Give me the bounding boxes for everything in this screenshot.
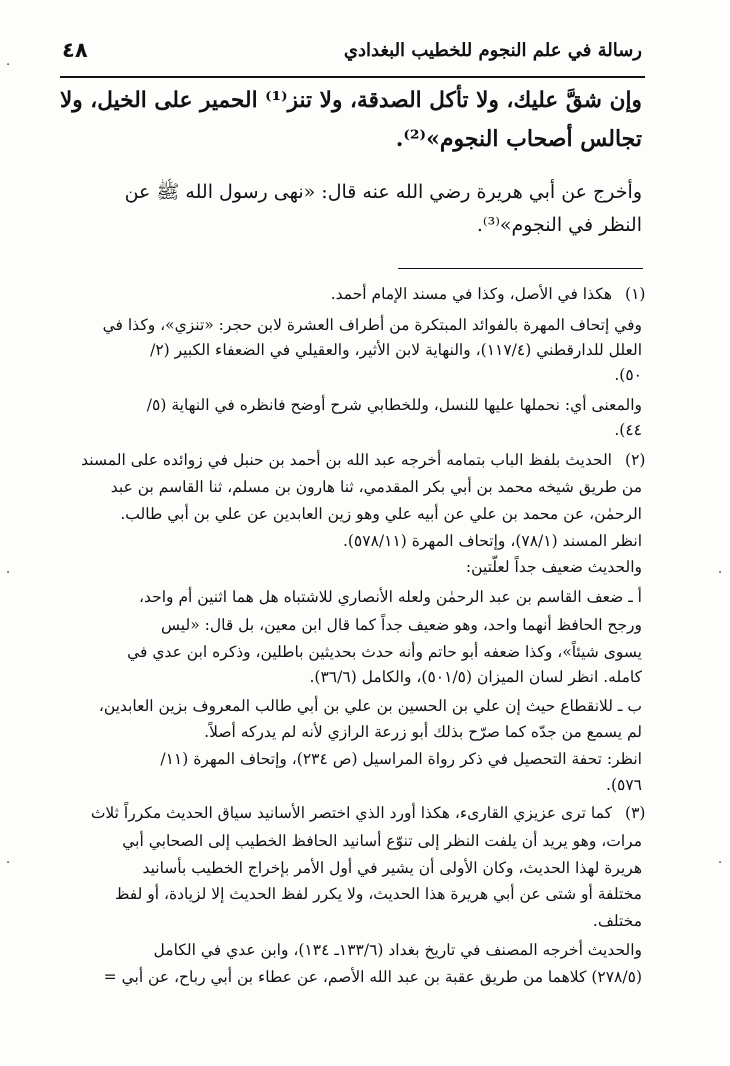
scan-speck: · [6, 856, 11, 871]
footnote-line: ٥٠). [614, 366, 642, 384]
footnote-number: (٢) [625, 451, 646, 469]
footnote-line: مختلفة أو شتى عن أبي هريرة هذا الحديث، ولا يكرر لفظ الحديث إلا لزيادة، أو لفظ [115, 885, 642, 903]
footnote-line: ٥٧٦). [606, 776, 642, 794]
footnote-line: العلل للدارقطني (١١٧/٤)، والنهاية لابن الأثير، والعقيلي في الضعفاء الكبير (٢/ [150, 341, 642, 359]
footnote-line: هكذا في الأصل، وكذا في مسند الإمام أحمد. [330, 285, 612, 303]
header-rule [60, 76, 645, 78]
footnote-line: أ ـ ضعف القاسم بن عبد الرحمٰن ولعله الأنصاري للاشتباه هل هما اثنين أم واحد، [139, 588, 642, 606]
footnote-line: هريرة لهذا الحديث، وكان الأولى أن يشير في أول الأمر بإخراج الخطيب بأسانيد [142, 859, 642, 877]
footnote-number: (١) [625, 285, 646, 303]
footnote-line: والحديث ضعيف جداً لعلّتين: [465, 558, 642, 576]
footnote-line: وفي إتحاف المهرة بالفوائد المبتكرة من أطراف العشرة لابن حجر: «تنزي»، وكذا في [102, 316, 642, 334]
footnote-line: كما ترى عزيزي القارىء، هكذا أورد الذي اختصر الأسانيد سياق الحديث مكرراً ثلاث [90, 804, 612, 822]
footnote-line: ب ـ للانقطاع حيث إن علي بن الحسين بن علي بن أبي طالب المعروف بزين العابدين، [98, 697, 642, 715]
footnote-line: والمعنى أي: نحملها عليها للنسل، وللخطابي شرح أوضح فانظره في النهاية (٥/ [146, 396, 642, 414]
footnote-line: مختلف. [592, 912, 642, 930]
footnote-line: كامله. انظر لسان الميزان (٥٠١/٥)، والكامل (٣٦/٦). [309, 668, 642, 686]
scan-speck: · [718, 856, 723, 871]
page-number: ٤٨ [62, 38, 88, 62]
scan-speck: · [6, 566, 11, 581]
footnote-line: انظر: تحفة التحصيل في ذكر رواة المراسيل (ص ٢٣٤)، وإتحاف المهرة (١١/ [160, 750, 642, 768]
body-text-line: وأخرج عن أبي هريرة رضي الله عنه قال: «نهى رسول الله ﷺ عن [124, 181, 642, 203]
scan-speck: · [6, 58, 11, 73]
running-title: رسالة في علم النجوم للخطيب البغدادي [343, 40, 642, 61]
body-text-line: النظر في النجوم»⁽³⁾. [476, 214, 642, 236]
scan-speck: · [718, 566, 723, 581]
footnote-line: من طريق شيخه محمد بن أبي بكر المقدمي، ثنا هارون بن مسلم، ثنا القاسم بن عبد [110, 478, 642, 496]
footnote-line: (٢٧٨/٥) كلاهما من طريق عقبة بن عبد الله الأصم، عن عطاء بن أبي رباح، عن أبي = [103, 968, 642, 986]
footnote-number: (٣) [625, 804, 646, 822]
footnote-line: يسوى شيئاً»، وكذا ضعفه أبو حاتم وأنه حدث بحديثين باطلين، وذكره ابن عدي في [127, 643, 642, 661]
footnote-line: انظر المسند (٧٨/١)، وإتحاف المهرة (٥٧٨/١١). [342, 532, 642, 550]
main-text-line: وإن شقَّ عليك، ولا تأكل الصدقة، ولا تنز⁽¹⁾ الحمير على الخيل، ولا [59, 88, 642, 113]
footnote-line: ورجح الحافظ أنهما واحد، وهو ضعيف جداً كما قال ابن معين، بل قال: «ليس [161, 616, 642, 634]
footnote-separator [398, 268, 643, 269]
footnote-line: الحديث بلفظ الباب بتمامه أخرجه عبد الله بن أحمد بن حنبل في زوائده على المسند [81, 451, 612, 469]
footnote-line: ٤٤). [614, 421, 642, 439]
footnote-line: والحديث أخرجه المصنف في تاريخ بغداد (١٣٣/٦ـ ١٣٤)، وابن عدي في الكامل [153, 941, 642, 959]
footnote-line: لم يسمع من جدّه كما صرّح بذلك أبو زرعة الرازي لأنه لم يدركه أصلاً. [204, 723, 642, 741]
footnote-line: الرحمٰن، عن محمد بن علي عن أبيه علي وهو زين العابدين عن علي بن أبي طالب. [120, 505, 642, 523]
footnote-line: مرات، وهو يريد أن يلفت النظر إلى تنوّع أسانيد الحافظ الخطيب إلى الصحابي أبي [122, 832, 642, 850]
main-text-line: تجالس أصحاب النجوم»⁽²⁾. [395, 126, 642, 152]
